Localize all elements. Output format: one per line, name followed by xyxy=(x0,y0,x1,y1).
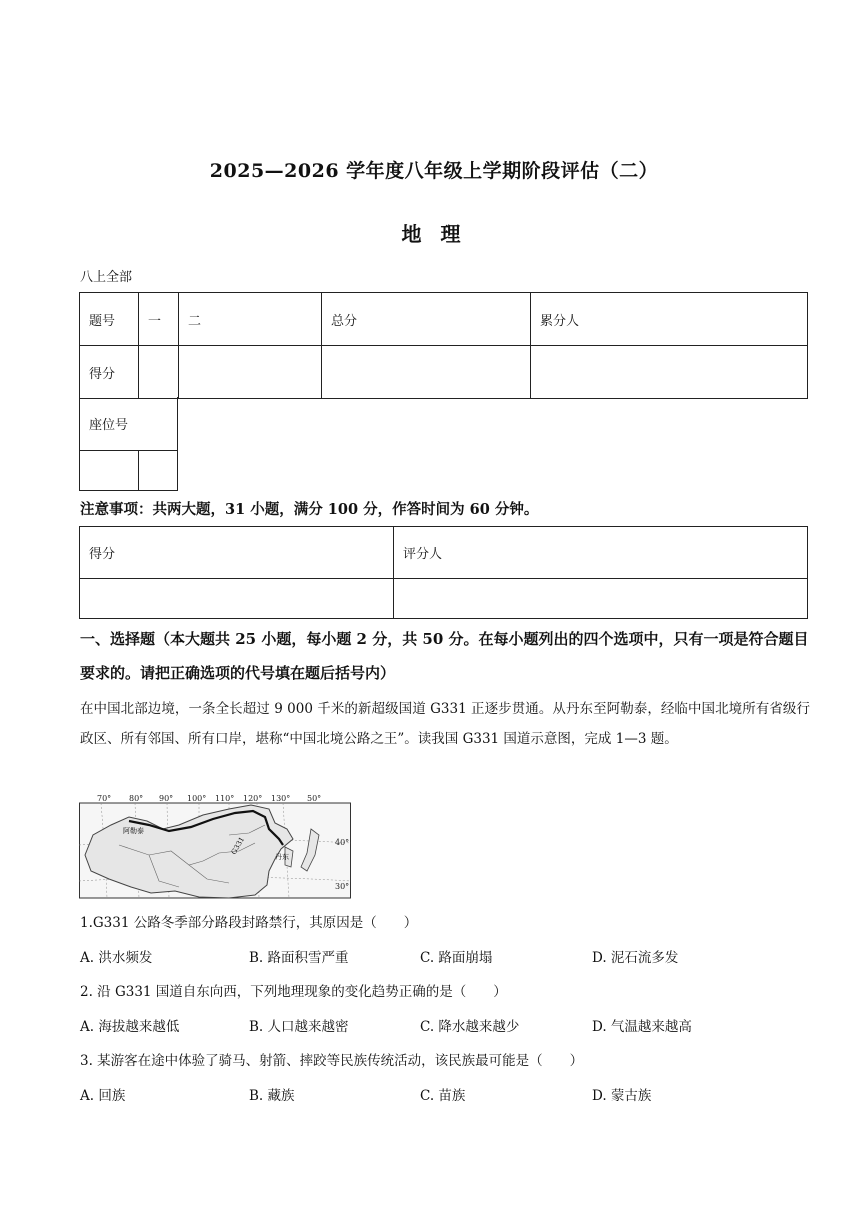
lon-label-110: 110° xyxy=(215,795,235,803)
question-1-stem: 1.G331 公路冬季部分路段封路禁行，其原因是（ ） xyxy=(80,915,418,931)
lon-label-130: 130° xyxy=(271,795,291,803)
seat-table xyxy=(79,397,178,491)
seat-cell-1[interactable] xyxy=(80,450,139,490)
lon-label-100: 100° xyxy=(187,795,207,803)
grader-table xyxy=(79,526,808,619)
question-2-option-a[interactable]: A. 海拔越来越低 xyxy=(80,1019,180,1035)
score-table xyxy=(79,292,808,399)
question-1-option-b[interactable]: B. 路面积雪严重 xyxy=(249,950,349,966)
score-cell-total[interactable] xyxy=(322,346,531,399)
score-table-header-number: 题号 xyxy=(80,293,139,346)
question-2-option-b[interactable]: B. 人口越来越密 xyxy=(249,1019,349,1035)
question-2-stem: 2. 沿 G331 国道自东向西，下列地理现象的变化趋势正确的是（ ） xyxy=(80,984,507,1000)
lon-label-70: 70° xyxy=(97,795,112,803)
question-2-option-d[interactable]: D. 气温越来越高 xyxy=(592,1019,692,1035)
subject-title: 地 理 xyxy=(401,222,467,246)
lat-label-30: 30° xyxy=(335,882,350,891)
lat-label-40: 40° xyxy=(335,838,350,847)
seat-label: 座位号 xyxy=(80,397,178,450)
lon-label-90: 90° xyxy=(159,795,174,803)
question-3-option-a[interactable]: A. 回族 xyxy=(80,1088,126,1104)
lat-label-50: 50° xyxy=(307,795,322,803)
question-1-option-c[interactable]: C. 路面崩塌 xyxy=(420,950,493,966)
map-figure xyxy=(79,795,351,899)
question-intro: 在中国北部边境，一条全长超过 9 000 千米的新超级国道 G331 正逐步贯通。从丹东至阿勒泰，经临中国北境所有省级行政区、所有邻国、所有口岸，堪称“中国北境公路之王”。读我国 G331 国道示意图，完成 1—3 题。 xyxy=(80,701,810,747)
lon-label-80: 80° xyxy=(129,795,144,803)
score-cell-part1[interactable] xyxy=(139,346,179,399)
score-cell-tallier[interactable] xyxy=(531,346,808,399)
score-table-header-tallier: 累分人 xyxy=(531,293,808,346)
grader-name-cell[interactable] xyxy=(394,579,808,619)
seat-cell-2[interactable] xyxy=(139,450,178,490)
section-heading: 一、选择题（本大题共 25 小题，每小题 2 分，共 50 分。在每小题列出的四个选项中，只有一项是符合题目要求的。请把正确选项的代号填在题后括号内） xyxy=(80,630,809,682)
route-label-g331: G331 xyxy=(229,835,247,856)
place-label-dandong: 丹东 xyxy=(275,853,289,861)
question-1-option-a[interactable]: A. 洪水频发 xyxy=(80,950,153,966)
score-table-header-part2: 二 xyxy=(179,293,322,346)
lon-label-120: 120° xyxy=(243,795,263,803)
exam-title: 2025—2026 学年度八年级上学期阶段评估（二） xyxy=(209,160,659,182)
exam-notice: 注意事项：共两大题，31 小题，满分 100 分，作答时间为 60 分钟。 xyxy=(80,501,539,518)
score-table-header-part1: 一 xyxy=(139,293,179,346)
question-2-option-c[interactable]: C. 降水越来越少 xyxy=(420,1019,520,1035)
question-3-option-b[interactable]: B. 藏族 xyxy=(249,1088,295,1104)
question-3-stem: 3. 某游客在途中体验了骑马、射箭、摔跤等民族传统活动，该民族最可能是（ ） xyxy=(80,1053,584,1069)
exam-scope: 八上全部 xyxy=(80,270,133,285)
score-row-label: 得分 xyxy=(80,346,139,399)
question-3-option-c[interactable]: C. 苗族 xyxy=(420,1088,466,1104)
grader-score-label: 得分 xyxy=(80,527,394,579)
grader-name-label: 评分人 xyxy=(394,527,808,579)
score-table-header-total: 总分 xyxy=(322,293,531,346)
grader-score-cell[interactable] xyxy=(80,579,394,619)
g331-route-map xyxy=(79,795,351,899)
score-cell-part2[interactable] xyxy=(179,346,322,399)
question-1-option-d[interactable]: D. 泥石流多发 xyxy=(592,950,679,966)
place-label-altay: 阿勒泰 xyxy=(123,827,144,835)
question-3-option-d[interactable]: D. 蒙古族 xyxy=(592,1088,652,1104)
